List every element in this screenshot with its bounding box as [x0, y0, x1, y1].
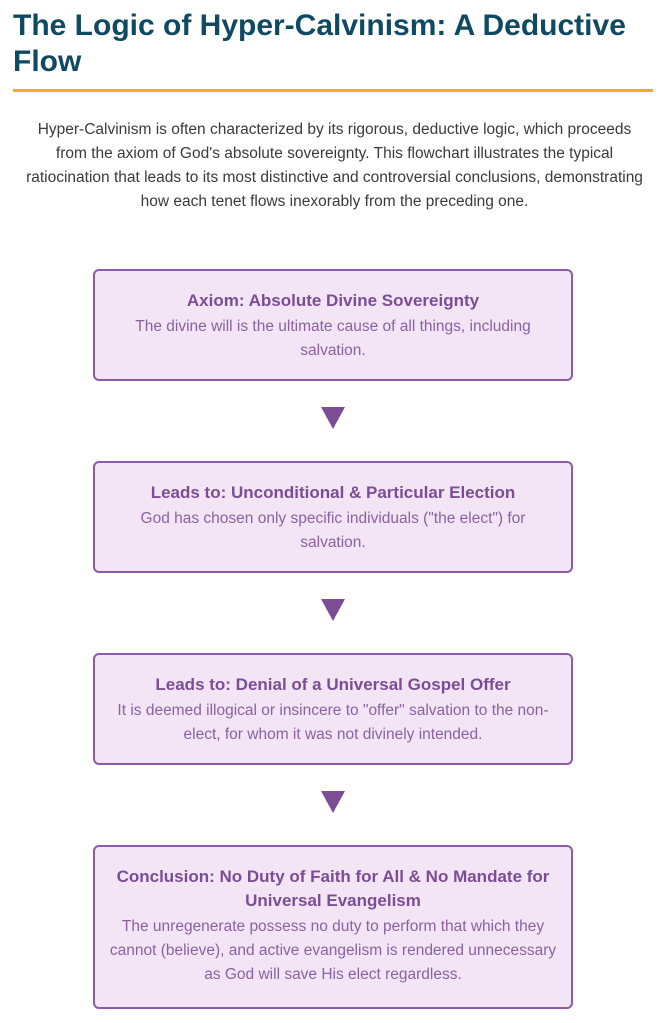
- page-title: The Logic of Hyper-Calvinism: A Deductive Flow: [13, 9, 626, 78]
- down-triangle-icon: [321, 599, 345, 621]
- down-triangle-icon: [321, 407, 345, 429]
- flow-step-title: Leads to: Unconditional & Particular Election: [150, 483, 516, 502]
- flow-step-description: The unregenerate possess no duty to perform that which they cannot (believe), and active evangelism is rendered unnecessary as God will save His elect regardless.: [109, 918, 557, 983]
- flow-step-title: Axiom: Absolute Divine Sovereignty: [186, 291, 480, 310]
- flow-step-title: Leads to: Denial of a Universal Gospel Offer: [155, 675, 511, 694]
- flow-step-denial-of-offer: [93, 653, 573, 765]
- flow-step-description: It is deemed illogical or insincere to "offer" salvation to the non-elect, for whom it was not divinely intended.: [117, 702, 549, 743]
- flow-step-axiom: [93, 269, 573, 381]
- intro-paragraph: Hyper-Calvinism is often characterized by its rigorous, deductive logic, which proceeds from the axiom of God's absolute sovereignty. This flowchart illustrates the typical ratiocination that leads to its most distinctive and controversial conclusions, demonstrating how each tenet flows inexorably from the preceding one.: [26, 121, 643, 210]
- title-divider: [13, 89, 653, 92]
- flow-step-conclusion: [93, 845, 573, 1009]
- flow-step-description: The divine will is the ultimate cause of all things, including salvation.: [135, 318, 531, 359]
- flow-arrow: [93, 765, 573, 845]
- down-triangle-icon: [321, 791, 345, 813]
- flow-step-election: [93, 461, 573, 573]
- flow-arrow: [93, 381, 573, 461]
- flow-arrow: [93, 573, 573, 653]
- flowchart: [93, 269, 573, 1009]
- flow-step-title: Conclusion: No Duty of Faith for All & No Mandate for Universal Evangelism: [116, 867, 550, 910]
- flow-step-description: God has chosen only specific individuals ("the elect") for salvation.: [140, 510, 526, 551]
